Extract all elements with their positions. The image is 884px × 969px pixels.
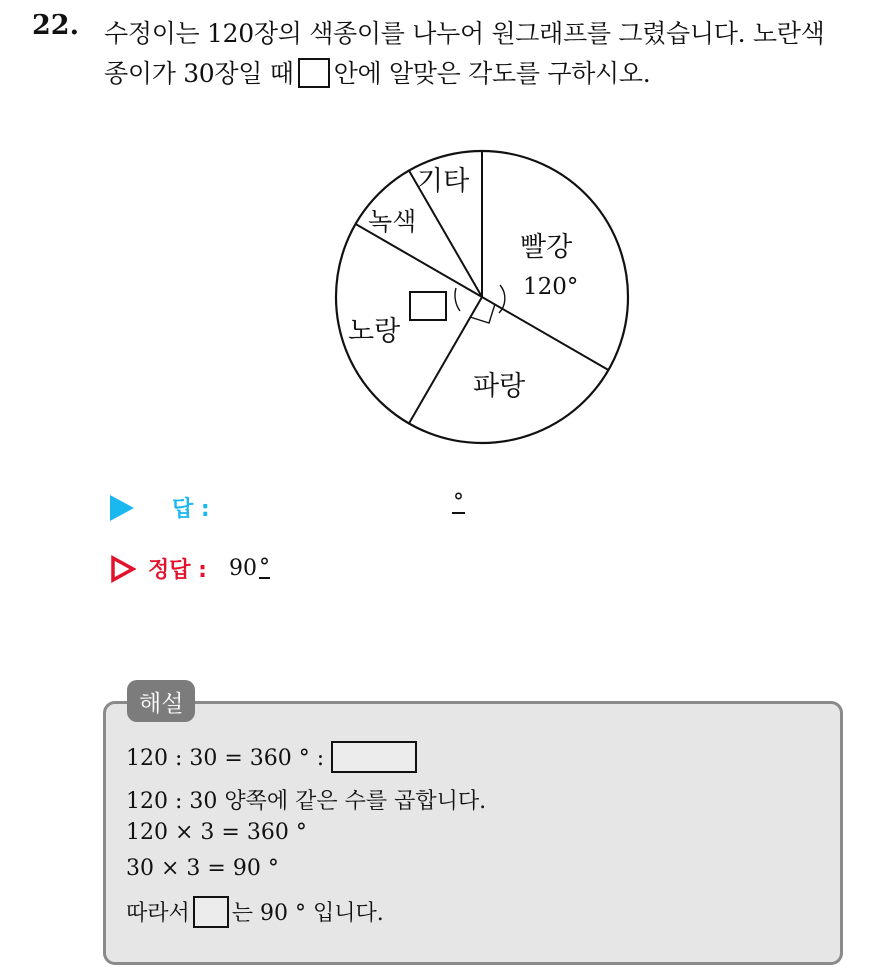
solution-line5-prefix: 따라서 <box>126 901 190 926</box>
answer-row <box>110 492 210 523</box>
answer-arrow-icon <box>110 495 134 521</box>
slice-label-blue: 파랑 <box>473 371 526 402</box>
answer-label: 답 : <box>172 497 210 522</box>
question-text-before-box: 종이가 30장일 때 <box>104 59 294 88</box>
solution-blank-box <box>331 741 417 773</box>
slice-value-red: 120° <box>523 274 579 300</box>
question-number: 22. <box>32 10 79 41</box>
right-angle-marker <box>470 304 495 323</box>
slice-label-red: 빨강 <box>520 232 573 263</box>
correct-arrow-icon <box>110 555 136 583</box>
pie-blank-box <box>410 292 446 320</box>
blank-box <box>298 58 330 88</box>
solution-line1 <box>126 743 417 775</box>
correct-answer-label: 정답 : <box>148 558 207 583</box>
correct-answer-row <box>110 553 270 584</box>
answer-degree: ° <box>453 490 464 515</box>
solution-line5-suffix: 는 90 ° 입니다. <box>231 901 384 926</box>
pie-chart <box>330 148 640 458</box>
correct-answer-value: 90 <box>228 556 257 581</box>
unknown-angle-arc <box>455 288 460 311</box>
solution-tag: 해설 <box>127 680 195 722</box>
question-text-line2 <box>104 54 650 91</box>
solution-line1-text: 120 : 30 = 360 ° : <box>126 746 325 771</box>
correct-answer-degree: ° <box>258 554 270 580</box>
slice-label-yellow: 노랑 <box>348 316 401 347</box>
solution-line3: 120 × 3 = 360 ° <box>126 820 307 845</box>
question-text-after-box: 안에 알맞은 각도를 구하시오. <box>333 59 651 88</box>
solution-line5 <box>126 896 384 930</box>
slice-label-green: 녹색 <box>368 207 417 236</box>
slice-boundary-line <box>482 297 608 370</box>
solution-blank-box-small <box>193 896 229 928</box>
solution-line2: 120 : 30 양쪽에 같은 수를 곱합니다. <box>126 789 487 814</box>
solution-line4: 30 × 3 = 90 ° <box>126 856 279 881</box>
slice-label-other: 기타 <box>417 166 470 197</box>
question-text-line1: 수정이는 120장의 색종이를 나누어 원그래프를 그렸습니다. 노란색 <box>104 19 825 48</box>
